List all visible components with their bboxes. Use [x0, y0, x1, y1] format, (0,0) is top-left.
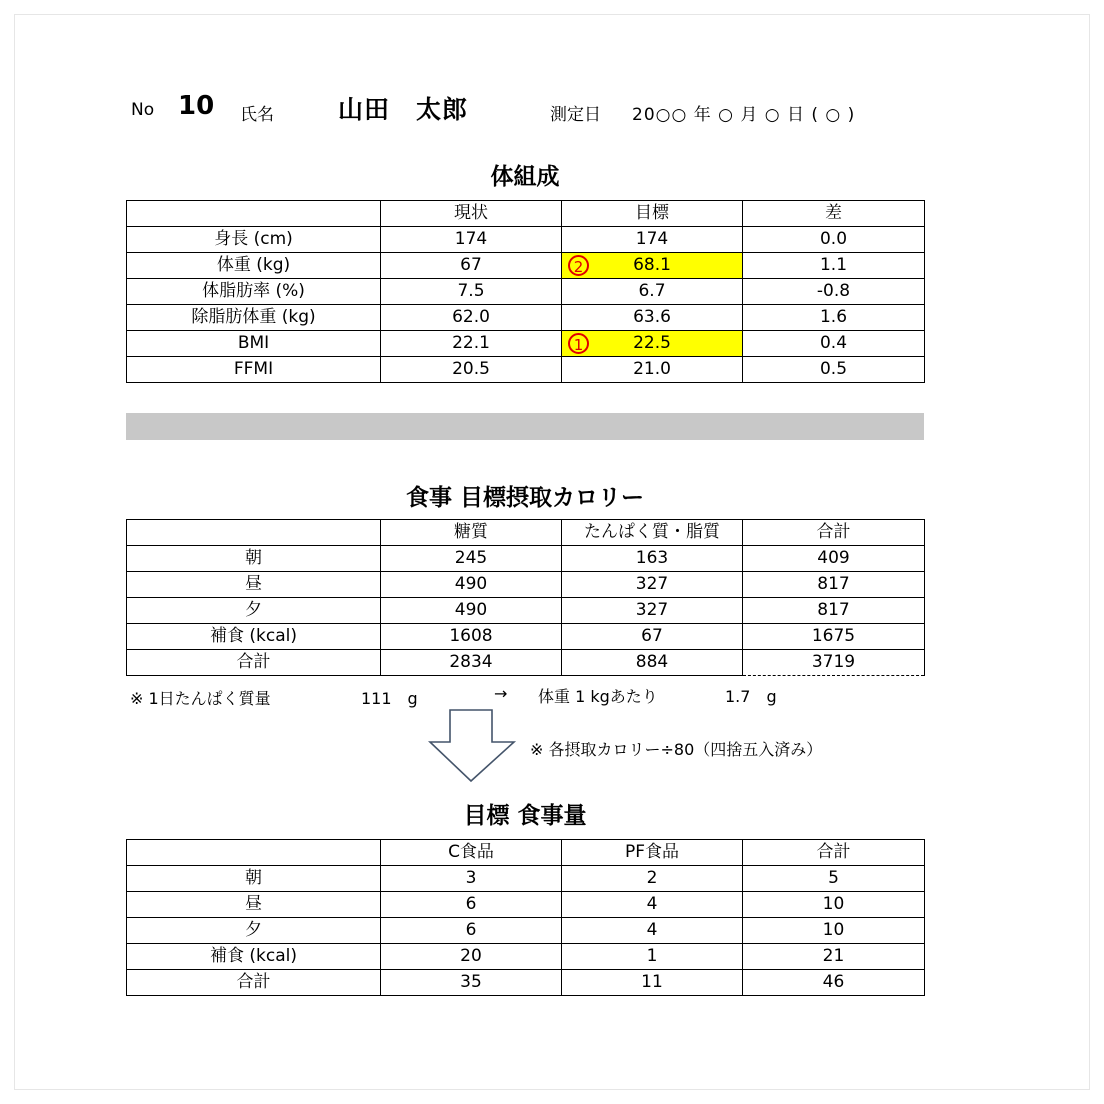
total-units: 10 [743, 892, 925, 918]
pf-food-units: 4 [562, 892, 743, 918]
table-header-row [127, 840, 925, 866]
c-food-units: 35 [381, 970, 562, 996]
table-row [127, 546, 925, 572]
column-header: 合計 [743, 840, 925, 866]
target-value-highlighted [562, 253, 743, 279]
row-label: 体重 (kg) [127, 253, 381, 279]
total-kcal: 817 [743, 598, 925, 624]
table-row [127, 279, 925, 305]
column-header: 合計 [743, 520, 925, 546]
column-header: たんぱく質・脂質 [562, 520, 743, 546]
current-value: 174 [381, 227, 562, 253]
target-value: 68.1 [633, 255, 671, 275]
table-row [127, 892, 925, 918]
protein-fat-kcal: 327 [562, 598, 743, 624]
table-row [127, 970, 925, 996]
per-kg-label: 体重 1 kgあたり [538, 687, 658, 706]
date-label: 測定日 [550, 105, 601, 125]
body-composition-title: 体組成 [490, 164, 560, 190]
header [0, 0, 1104, 140]
carb-kcal: 490 [381, 598, 562, 624]
total-units: 46 [743, 970, 925, 996]
column-header [127, 201, 381, 227]
total-kcal: 1675 [743, 624, 925, 650]
row-label: BMI [127, 331, 381, 357]
current-value: 22.1 [381, 331, 562, 357]
c-food-units: 20 [381, 944, 562, 970]
target-value-highlighted [562, 331, 743, 357]
column-header: C食品 [381, 840, 562, 866]
total-units: 10 [743, 918, 925, 944]
table-row [127, 598, 925, 624]
pf-food-units: 1 [562, 944, 743, 970]
total-kcal: 3719 [743, 650, 925, 676]
table-row [127, 227, 925, 253]
row-label: FFMI [127, 357, 381, 383]
c-food-units: 3 [381, 866, 562, 892]
division-note: ※ 各摂取カロリー÷80（四捨五入済み） [530, 740, 823, 759]
protein-fat-kcal: 163 [562, 546, 743, 572]
c-food-units: 6 [381, 892, 562, 918]
total-kcal: 817 [743, 572, 925, 598]
down-arrow-icon [428, 708, 518, 784]
protein-note-value: 111 g [361, 689, 418, 708]
priority-marker: 2 [568, 255, 589, 276]
table-row [127, 650, 925, 676]
column-header [127, 840, 381, 866]
row-label: 合計 [127, 970, 381, 996]
current-value: 20.5 [381, 357, 562, 383]
date-value: 20○○ 年 ○ 月 ○ 日 ( ○ ) [632, 105, 856, 125]
carb-kcal: 245 [381, 546, 562, 572]
row-label: 朝 [127, 866, 381, 892]
table-row [127, 866, 925, 892]
table-row [127, 918, 925, 944]
table-row [127, 331, 925, 357]
target-value: 22.5 [633, 333, 671, 353]
arrow-text: → [494, 684, 508, 703]
table-row [127, 944, 925, 970]
row-label: 夕 [127, 598, 381, 624]
diff-value: -0.8 [743, 279, 925, 305]
total-units: 21 [743, 944, 925, 970]
row-label: 昼 [127, 892, 381, 918]
table-row [127, 253, 925, 279]
body-composition-table [126, 200, 925, 383]
carb-kcal: 2834 [381, 650, 562, 676]
pf-food-units: 11 [562, 970, 743, 996]
row-label: 身長 (cm) [127, 227, 381, 253]
diff-value: 0.5 [743, 357, 925, 383]
column-header: 現状 [381, 201, 562, 227]
current-value: 7.5 [381, 279, 562, 305]
total-kcal: 409 [743, 546, 925, 572]
priority-marker: 1 [568, 333, 589, 354]
row-label: 補食 (kcal) [127, 944, 381, 970]
protein-fat-kcal: 327 [562, 572, 743, 598]
number-label: No [131, 100, 155, 120]
column-header: 差 [743, 201, 925, 227]
protein-fat-kcal: 67 [562, 624, 743, 650]
target-value: 174 [562, 227, 743, 253]
diff-value: 1.1 [743, 253, 925, 279]
row-label: 夕 [127, 918, 381, 944]
meal-amount-table [126, 839, 925, 996]
section-divider [126, 413, 924, 440]
current-value: 62.0 [381, 305, 562, 331]
protein-fat-kcal: 884 [562, 650, 743, 676]
pf-food-units: 2 [562, 866, 743, 892]
current-value: 67 [381, 253, 562, 279]
row-label: 体脂肪率 (%) [127, 279, 381, 305]
calorie-table [126, 519, 925, 676]
table-row [127, 572, 925, 598]
row-label: 合計 [127, 650, 381, 676]
row-label: 朝 [127, 546, 381, 572]
row-label: 補食 (kcal) [127, 624, 381, 650]
per-kg-value: 1.7 g [725, 687, 777, 706]
table-row [127, 624, 925, 650]
calorie-title: 食事 目標摂取カロリー [405, 485, 644, 511]
table-header-row [127, 201, 925, 227]
diff-value: 0.0 [743, 227, 925, 253]
pf-food-units: 4 [562, 918, 743, 944]
table-row [127, 305, 925, 331]
table-row [127, 357, 925, 383]
meal-amount-title: 目標 食事量 [463, 803, 587, 829]
carb-kcal: 1608 [381, 624, 562, 650]
target-value: 63.6 [562, 305, 743, 331]
c-food-units: 6 [381, 918, 562, 944]
column-header: PF食品 [562, 840, 743, 866]
table-header-row [127, 520, 925, 546]
number-value: 10 [178, 91, 215, 121]
column-header: 糖質 [381, 520, 562, 546]
column-header [127, 520, 381, 546]
target-value: 6.7 [562, 279, 743, 305]
protein-note-label: ※ 1日たんぱく質量 [130, 689, 271, 708]
name-value: 山田 太郎 [338, 95, 469, 124]
target-value: 21.0 [562, 357, 743, 383]
row-label: 除脂肪体重 (kg) [127, 305, 381, 331]
diff-value: 1.6 [743, 305, 925, 331]
row-label: 昼 [127, 572, 381, 598]
diff-value: 0.4 [743, 331, 925, 357]
carb-kcal: 490 [381, 572, 562, 598]
column-header: 目標 [562, 201, 743, 227]
name-label: 氏名 [240, 105, 274, 125]
total-units: 5 [743, 866, 925, 892]
